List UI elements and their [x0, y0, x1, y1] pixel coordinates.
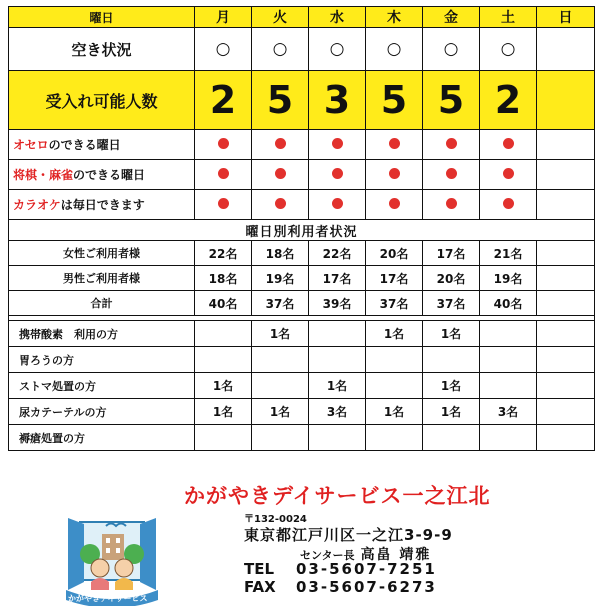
capacity-row — [9, 71, 595, 130]
activity-mark — [366, 130, 423, 160]
postal-code: 〒132-0024 — [244, 514, 307, 525]
activity-row-othello — [9, 130, 595, 160]
fax — [244, 578, 437, 596]
usage-cell: 37名 — [423, 291, 480, 316]
usage-cell — [537, 266, 595, 291]
activity-mark — [423, 130, 480, 160]
day-sun: 日 — [537, 7, 595, 28]
medical-cell: 1名 — [195, 373, 252, 399]
activity-mark — [195, 130, 252, 160]
logo-text: かがやきデイサービス — [68, 594, 148, 603]
usage-cell: 19名 — [252, 266, 309, 291]
capacity-cell: 5 — [252, 71, 309, 130]
medical-row-oxygen — [9, 321, 595, 347]
capacity-cell: 2 — [480, 71, 537, 130]
dot-icon — [218, 138, 229, 149]
activity-suffix: のできる曜日 — [48, 138, 121, 152]
availability-cell — [537, 28, 595, 71]
tel-number: 03-5607-7251 — [296, 560, 437, 578]
availability-cell: ○ — [252, 28, 309, 71]
medical-cell — [537, 347, 595, 373]
activity-name: 将棋・麻雀 — [13, 168, 74, 182]
medical-cell — [537, 399, 595, 425]
availability-label: 空き状況 — [9, 28, 195, 71]
dot-icon — [446, 138, 457, 149]
capacity-cell: 3 — [309, 71, 366, 130]
medical-cell: 1名 — [423, 373, 480, 399]
usage-section-row — [9, 220, 595, 241]
activity-mark-empty — [537, 190, 595, 220]
usage-cell: 21名 — [480, 241, 537, 266]
medical-label: 胃ろうの方 — [9, 347, 195, 373]
medical-cell — [423, 347, 480, 373]
activity-row-karaoke — [9, 190, 595, 220]
medical-row-pressure-ulcer — [9, 425, 595, 451]
day-sat: 土 — [480, 7, 537, 28]
activity-mark-empty — [537, 160, 595, 190]
medical-cell — [252, 373, 309, 399]
medical-cell: 1名 — [195, 399, 252, 425]
medical-cell — [537, 321, 595, 347]
activity-mark — [252, 190, 309, 220]
medical-cell: 1名 — [366, 399, 423, 425]
day-tue: 火 — [252, 7, 309, 28]
activity-name: カラオケ — [13, 198, 61, 212]
medical-cell: 1名 — [309, 373, 366, 399]
medical-cell — [480, 347, 537, 373]
availability-cell: ○ — [309, 28, 366, 71]
street-address: 東京都江戸川区一之江3-9-9 — [244, 526, 453, 544]
activity-row-shogi — [9, 160, 595, 190]
activity-mark — [423, 160, 480, 190]
availability-cell: ○ — [195, 28, 252, 71]
activity-name: オセロ — [13, 138, 49, 152]
usage-label: 男性ご利用者様 — [9, 266, 195, 291]
medical-label: 尿カテーテルの方 — [9, 399, 195, 425]
capacity-cell: 2 — [195, 71, 252, 130]
day-header-label: 曜日 — [9, 7, 195, 28]
usage-cell: 40名 — [195, 291, 252, 316]
dot-icon — [275, 168, 286, 179]
usage-cell: 39名 — [309, 291, 366, 316]
medical-cell: 1名 — [252, 321, 309, 347]
tel-label: TEL — [244, 560, 275, 578]
medical-label: 褥瘡処置の方 — [9, 425, 195, 451]
activity-mark — [480, 160, 537, 190]
usage-row-female — [9, 241, 595, 266]
day-wed: 水 — [309, 7, 366, 28]
activity-mark — [366, 160, 423, 190]
usage-row-total — [9, 291, 595, 316]
activity-mark — [195, 190, 252, 220]
company-logo — [62, 510, 162, 606]
medical-cell — [195, 321, 252, 347]
dot-icon — [332, 138, 343, 149]
medical-cell: 1名 — [366, 321, 423, 347]
medical-cell: 3名 — [309, 399, 366, 425]
availability-cell: ○ — [366, 28, 423, 71]
activity-suffix: のできる曜日 — [73, 168, 146, 182]
usage-cell: 17名 — [309, 266, 366, 291]
medical-cell — [537, 425, 595, 451]
medical-cell — [309, 347, 366, 373]
usage-section-title: 曜日別利用者状況 — [9, 220, 595, 241]
medical-cell — [480, 321, 537, 347]
activity-mark — [480, 130, 537, 160]
usage-cell: 18名 — [195, 266, 252, 291]
fax-label: FAX — [244, 578, 276, 596]
fax-number: 03-5607-6273 — [296, 578, 437, 596]
capacity-cell: 5 — [423, 71, 480, 130]
dot-icon — [389, 198, 400, 209]
day-fri: 金 — [423, 7, 480, 28]
usage-label: 合計 — [9, 291, 195, 316]
dot-icon — [389, 168, 400, 179]
dot-icon — [218, 198, 229, 209]
telephone — [244, 560, 437, 578]
dot-icon — [446, 198, 457, 209]
availability-cell: ○ — [480, 28, 537, 71]
medical-cell: 3名 — [480, 399, 537, 425]
director-name: 高畠 靖雅 — [360, 547, 432, 563]
medical-cell — [309, 425, 366, 451]
company-name: かがやきデイサービス一之江北 — [184, 484, 491, 508]
footer — [0, 474, 600, 610]
dot-icon — [332, 168, 343, 179]
usage-cell: 20名 — [366, 241, 423, 266]
medical-cell — [366, 425, 423, 451]
activity-mark-empty — [537, 130, 595, 160]
medical-cell — [480, 373, 537, 399]
usage-cell: 20名 — [423, 266, 480, 291]
usage-cell: 18名 — [252, 241, 309, 266]
medical-cell — [252, 425, 309, 451]
medical-cell — [480, 425, 537, 451]
activity-label — [9, 130, 195, 160]
medical-cell: 1名 — [423, 321, 480, 347]
activity-mark — [195, 160, 252, 190]
usage-cell: 17名 — [366, 266, 423, 291]
activity-mark — [480, 190, 537, 220]
dot-icon — [275, 198, 286, 209]
activity-label — [9, 190, 195, 220]
director-title: センター長 — [300, 549, 355, 562]
dot-icon — [503, 198, 514, 209]
usage-cell: 22名 — [195, 241, 252, 266]
dot-icon — [389, 138, 400, 149]
medical-cell — [423, 425, 480, 451]
activity-label — [9, 160, 195, 190]
medical-cell — [366, 347, 423, 373]
activity-mark — [252, 130, 309, 160]
medical-cell: 1名 — [423, 399, 480, 425]
activity-mark — [252, 160, 309, 190]
usage-cell: 17名 — [423, 241, 480, 266]
dot-icon — [332, 198, 343, 209]
activity-mark — [366, 190, 423, 220]
medical-cell — [195, 425, 252, 451]
activity-mark — [309, 160, 366, 190]
usage-cell: 37名 — [252, 291, 309, 316]
availability-row — [9, 28, 595, 71]
usage-row-male — [9, 266, 595, 291]
usage-cell: 37名 — [366, 291, 423, 316]
activity-mark — [423, 190, 480, 220]
dot-icon — [218, 168, 229, 179]
medical-row-gastrostomy — [9, 347, 595, 373]
usage-cell — [537, 291, 595, 316]
availability-cell: ○ — [423, 28, 480, 71]
activity-mark — [309, 190, 366, 220]
activity-mark — [309, 130, 366, 160]
medical-cell — [309, 321, 366, 347]
medical-cell — [252, 347, 309, 373]
dot-icon — [275, 138, 286, 149]
medical-label: ストマ処置の方 — [9, 373, 195, 399]
usage-cell: 19名 — [480, 266, 537, 291]
usage-cell: 40名 — [480, 291, 537, 316]
day-header-row — [9, 7, 595, 28]
dot-icon — [503, 168, 514, 179]
medical-cell — [366, 373, 423, 399]
usage-label: 女性ご利用者様 — [9, 241, 195, 266]
medical-cell — [195, 347, 252, 373]
medical-cell — [537, 373, 595, 399]
day-mon: 月 — [195, 7, 252, 28]
medical-row-catheter — [9, 399, 595, 425]
capacity-cell — [537, 71, 595, 130]
dot-icon — [446, 168, 457, 179]
medical-label: 携帯酸素 利用の方 — [9, 321, 195, 347]
capacity-label: 受入れ可能人数 — [9, 71, 195, 130]
medical-row-stoma — [9, 373, 595, 399]
dot-icon — [503, 138, 514, 149]
schedule-table — [8, 6, 595, 451]
activity-suffix: は毎日できます — [60, 198, 145, 212]
usage-cell — [537, 241, 595, 266]
capacity-cell: 5 — [366, 71, 423, 130]
day-thu: 木 — [366, 7, 423, 28]
medical-cell: 1名 — [252, 399, 309, 425]
usage-cell: 22名 — [309, 241, 366, 266]
